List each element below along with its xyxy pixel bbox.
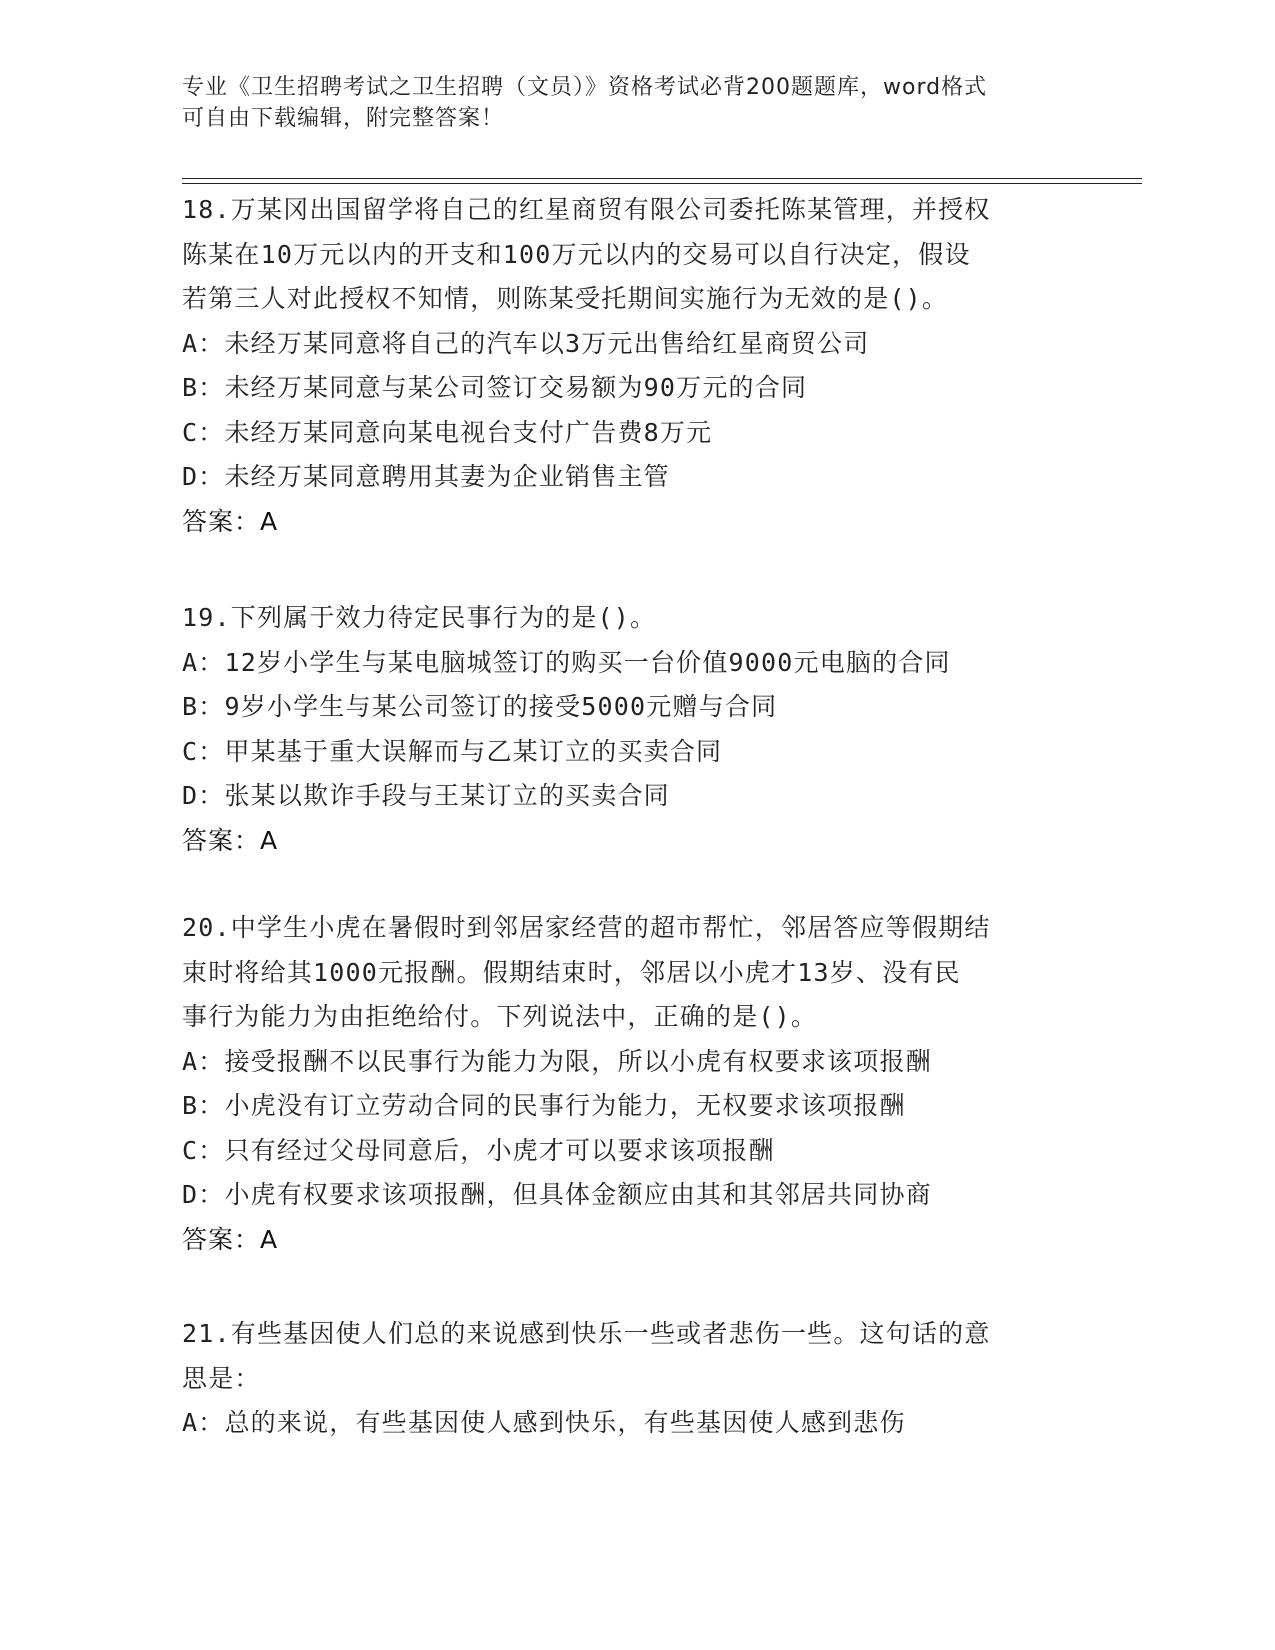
header-rule-bottom <box>182 183 1142 184</box>
answer-line: 答案：A <box>182 1224 279 1254</box>
option-a: A：总的来说，有些基因使人感到快乐，有些基因使人感到悲伤 <box>182 1408 906 1437</box>
document-header <box>182 72 1062 134</box>
question-stem-line: 19.下列属于效力待定民事行为的是()。 <box>182 603 657 632</box>
question-stem-line: 21.有些基因使人们总的来说感到快乐一些或者悲伤一些。这句话的意 <box>182 1319 991 1348</box>
question-stem-line: 事行为能力为由拒绝给付。下列说法中，正确的是()。 <box>182 1002 818 1031</box>
answer-line: 答案：A <box>182 506 279 536</box>
option-c: C：甲某基于重大误解而与乙某订立的买卖合同 <box>182 736 723 766</box>
question-stem-line: 束时将给其1000元报酬。假期结束时，邻居以小虎才13岁、没有民 <box>182 957 961 987</box>
question-stem-line: 思是： <box>182 1363 261 1393</box>
option-a: A：未经万某同意将自己的汽车以3万元出售给红星商贸公司 <box>182 328 870 358</box>
option-b: B：9岁小学生与某公司签订的接受5000元赠与合同 <box>182 692 778 721</box>
question-18 <box>182 188 1062 544</box>
option-d: D：张某以欺诈手段与王某订立的买卖合同 <box>182 781 670 810</box>
question-stem-line: 若第三人对此授权不知情，则陈某受托期间实施行为无效的是()。 <box>182 284 949 313</box>
question-stem-line: 陈某在10万元以内的开支和100万元以内的交易可以自行决定，假设 <box>182 239 971 269</box>
question-19 <box>182 596 1062 863</box>
question-21 <box>182 1312 1062 1446</box>
option-b: B：未经万某同意与某公司签订交易额为90万元的合同 <box>182 373 808 402</box>
header-rule-top <box>182 178 1142 179</box>
question-20 <box>182 906 1062 1262</box>
answer-line: 答案：A <box>182 825 279 855</box>
option-c: C：只有经过父母同意后，小虎才可以要求该项报酬 <box>182 1135 775 1165</box>
option-d: D：未经万某同意聘用其妻为企业销售主管 <box>182 462 670 491</box>
option-b: B：小虎没有订立劳动合同的民事行为能力，无权要求该项报酬 <box>182 1091 906 1120</box>
option-a: A：接受报酬不以民事行为能力为限，所以小虎有权要求该项报酬 <box>182 1046 932 1076</box>
option-d: D：小虎有权要求该项报酬，但具体金额应由其和其邻居共同协商 <box>182 1180 932 1209</box>
question-stem-line: 20.中学生小虎在暑假时到邻居家经营的超市帮忙，邻居答应等假期结 <box>182 913 991 942</box>
header-title-line-1: 专业《卫生招聘考试之卫生招聘（文员）》资格考试必背200题题库，word格式 <box>182 75 988 100</box>
header-title-line-2: 可自由下载编辑，附完整答案！ <box>182 106 505 131</box>
option-a: A：12岁小学生与某电脑城签订的购买一台价值9000元电脑的合同 <box>182 647 951 677</box>
option-c: C：未经万某同意向某电视台支付广告费8万元 <box>182 417 713 447</box>
question-stem-line: 18.万某冈出国留学将自己的红星商贸有限公司委托陈某管理，并授权 <box>182 195 991 224</box>
